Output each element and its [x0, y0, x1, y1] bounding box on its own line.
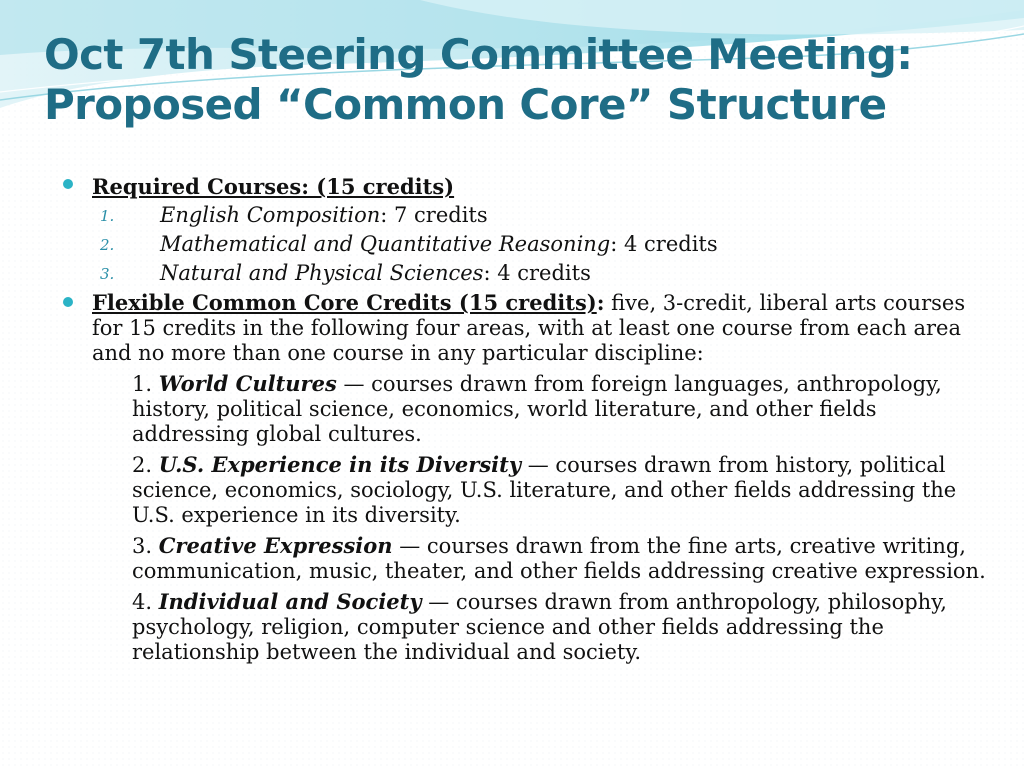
area-description: — courses drawn from history, political science, economics, sociology, U.S. literature, and other fields addressing the U.S. experience in its diversity.: [132, 453, 957, 527]
area-number: 2.: [132, 453, 159, 477]
course-name: Natural and Physical Sciences: [160, 261, 484, 285]
list-number: 3.: [100, 265, 115, 283]
area-description: — courses drawn from anthropology, philosophy, psychology, religion, computer science and other fields addressing the relationship between the individual and society.: [132, 590, 947, 664]
list-number: 2.: [100, 236, 115, 254]
required-course-item: [60, 230, 1000, 259]
area-number: 4.: [132, 590, 159, 614]
slide-title-line-2: Proposed “Common Core” Structure: [44, 80, 887, 129]
area-item-world-cultures: [132, 371, 1000, 447]
area-name: U.S. Experience in its Diversity: [158, 452, 522, 477]
course-credits: : 4 credits: [483, 261, 591, 285]
course-name: English Composition: [160, 203, 381, 227]
flexible-core-heading-text: Flexible Common Core Credits (15 credits): [92, 290, 597, 315]
required-courses-heading: Required Courses: (15 credits): [92, 174, 455, 199]
course-credits: : 7 credits: [380, 203, 488, 227]
area-name: World Cultures: [158, 371, 337, 396]
area-number: 3.: [132, 534, 159, 558]
required-courses-bullet: [60, 172, 1000, 201]
flexible-core-heading: [92, 290, 604, 315]
course-credits: : 4 credits: [610, 232, 718, 256]
bullet-dot-icon: [63, 297, 73, 307]
slide-title: [44, 30, 1004, 130]
area-number: 1.: [132, 372, 159, 396]
area-item-us-experience: [132, 452, 1000, 528]
slide-content: [60, 172, 1000, 665]
heading-colon: :: [596, 290, 605, 315]
area-name: Individual and Society: [158, 589, 422, 614]
area-name: Creative Expression: [158, 533, 393, 558]
flexible-core-intro: five, 3-credit, liberal arts courses for 15 credits in the following four areas, with at least one course from each area and no more than one course in any particular discipline:: [92, 291, 966, 365]
area-item-creative-expression: [132, 533, 1000, 584]
list-number: 1.: [100, 207, 115, 225]
flexible-core-bullet: [60, 290, 1000, 366]
required-course-item: [60, 201, 1000, 230]
slide-title-line-1: Oct 7th Steering Committee Meeting:: [44, 30, 913, 79]
required-course-item: [60, 259, 1000, 288]
area-description: — courses drawn from the fine arts, creative writing, communication, music, theater, and other fields addressing creative expression.: [132, 534, 986, 583]
area-item-individual-society: [132, 589, 1000, 665]
required-courses-list: [60, 201, 1000, 288]
bullet-dot-icon: [63, 179, 73, 189]
course-name: Mathematical and Quantitative Reasoning: [160, 232, 611, 256]
area-description: — courses drawn from foreign languages, anthropology, history, political science, economics, world literature, and other fields addressing global cultures.: [132, 372, 942, 446]
